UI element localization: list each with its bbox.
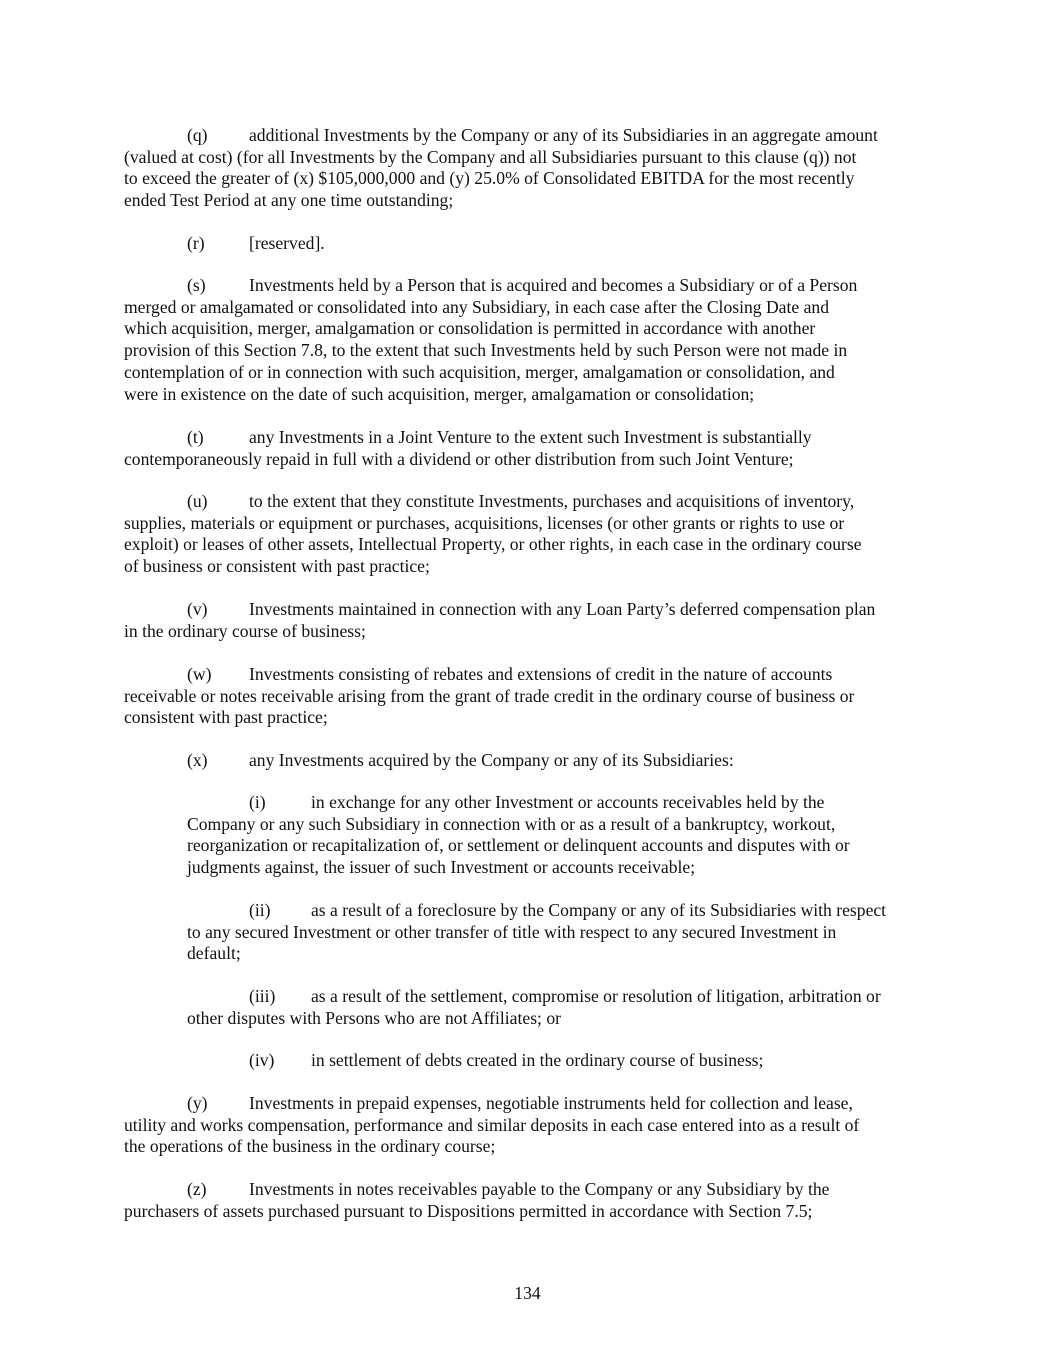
subclause-line: judgments against, the issuer of such Investment or accounts receivable; [187,857,696,878]
clause-line: exploit) or leases of other assets, Intellectual Property, or other rights, in each case in the ordinary course [124,534,862,555]
clause-line: to exceed the greater of (x) $105,000,000 and (y) 25.0% of Consolidated EBITDA for the most recently [124,168,855,189]
subclause-line: other disputes with Persons who are not Affiliates; or [187,1007,561,1028]
subclause-iii [187,986,937,1029]
clause-label: (s) [187,275,206,295]
subclause-line: default; [187,943,241,964]
subclause-line: as a result of a foreclosure by the Company or any of its Subsidiaries with respect [311,900,887,920]
clause-label: (w) [187,664,212,684]
clause-line: Investments held by a Person that is acquired and becomes a Subsidiary or of a Person [249,275,858,295]
clause-t [124,427,936,470]
clause-line: consistent with past practice; [124,707,328,728]
subclause-label: (iii) [249,986,276,1006]
clause-label: (r) [187,233,205,253]
clause-line: supplies, materials or equipment or purchases, acquisitions, licenses (or other grants or rights to use or [124,512,845,533]
page-number: 134 [514,1283,541,1303]
clause-u [124,491,936,578]
clause-line: utility and works compensation, performance and similar deposits in each case entered into as a result of [124,1114,860,1135]
subclause-line: to any secured Investment or other transfer of title with respect to any secured Investment in [187,921,837,942]
subclause-label: (ii) [249,900,271,920]
subclause-line: as a result of the settlement, compromise or resolution of litigation, arbitration or [311,986,881,1006]
clause-line: in the ordinary course of business; [124,620,366,641]
clause-q [124,125,936,212]
clause-line: Investments maintained in connection with any Loan Party’s deferred compensation plan [249,599,876,619]
subclause-line: in exchange for any other Investment or accounts receivables held by the [311,792,825,812]
clause-y [124,1093,936,1158]
clause-line: to the extent that they constitute Investments, purchases and acquisitions of inventory, [249,491,855,511]
subclause-line: Company or any such Subsidiary in connection with or as a result of a bankruptcy, workout, [187,813,836,834]
clause-s [124,275,936,405]
clause-line: any Investments in a Joint Venture to the extent such Investment is substantially [249,427,812,447]
clause-r [124,233,936,255]
clause-label: (x) [187,750,208,770]
clause-line: additional Investments by the Company or any of its Subsidiaries in an aggregate amount [249,125,878,145]
subclause-ii [187,900,937,965]
clause-line: [reserved]. [249,233,325,253]
clause-line: were in existence on the date of such acquisition, merger, amalgamation or consolidation; [124,383,755,404]
clause-line: Investments in prepaid expenses, negotiable instruments held for collection and lease, [249,1093,853,1113]
clause-line: of business or consistent with past practice; [124,556,430,577]
clause-line: merged or amalgamated or consolidated into any Subsidiary, in each case after the Closing Date and [124,296,829,317]
subclause-label: (iv) [249,1050,275,1070]
clause-x [124,750,936,772]
clause-line: any Investments acquired by the Company or any of its Subsidiaries: [249,750,734,770]
clause-line: (valued at cost) (for all Investments by the Company and all Subsidiaries pursuant to this clause (q)) not [124,146,857,167]
clause-line: ended Test Period at any one time outstanding; [124,190,454,211]
clause-w [124,664,936,729]
clause-label: (z) [187,1179,207,1199]
clause-label: (u) [187,491,208,511]
clause-v [124,599,936,642]
clause-line: contemplation of or in connection with such acquisition, merger, amalgamation or consolidation, and [124,361,835,382]
clause-label: (v) [187,599,208,619]
clause-line: contemporaneously repaid in full with a dividend or other distribution from such Joint Venture; [124,448,794,469]
subclause-iv [187,1050,937,1072]
clause-line: Investments consisting of rebates and extensions of credit in the nature of accounts [249,664,833,684]
subclause-label: (i) [249,792,266,812]
clause-line: receivable or notes receivable arising from the grant of trade credit in the ordinary course of business or [124,685,855,706]
clause-z [124,1179,936,1222]
clause-line: provision of this Section 7.8, to the extent that such Investments held by such Person were not made in [124,340,848,361]
clause-line: Investments in notes receivables payable to the Company or any Subsidiary by the [249,1179,830,1199]
subclause-i [187,792,937,879]
clause-line: purchasers of assets purchased pursuant to Dispositions permitted in accordance with Section 7.5; [124,1200,813,1221]
clause-label: (t) [187,427,204,447]
clause-label: (q) [187,125,208,145]
clause-line: which acquisition, merger, amalgamation or consolidation is permitted in accordance with another [124,318,816,339]
subclause-line: in settlement of debts created in the ordinary course of business; [311,1050,764,1070]
clause-line: the operations of the business in the ordinary course; [124,1136,496,1157]
subclause-line: reorganization or recapitalization of, or settlement or delinquent accounts and disputes with or [187,835,850,856]
clause-label: (y) [187,1093,208,1113]
